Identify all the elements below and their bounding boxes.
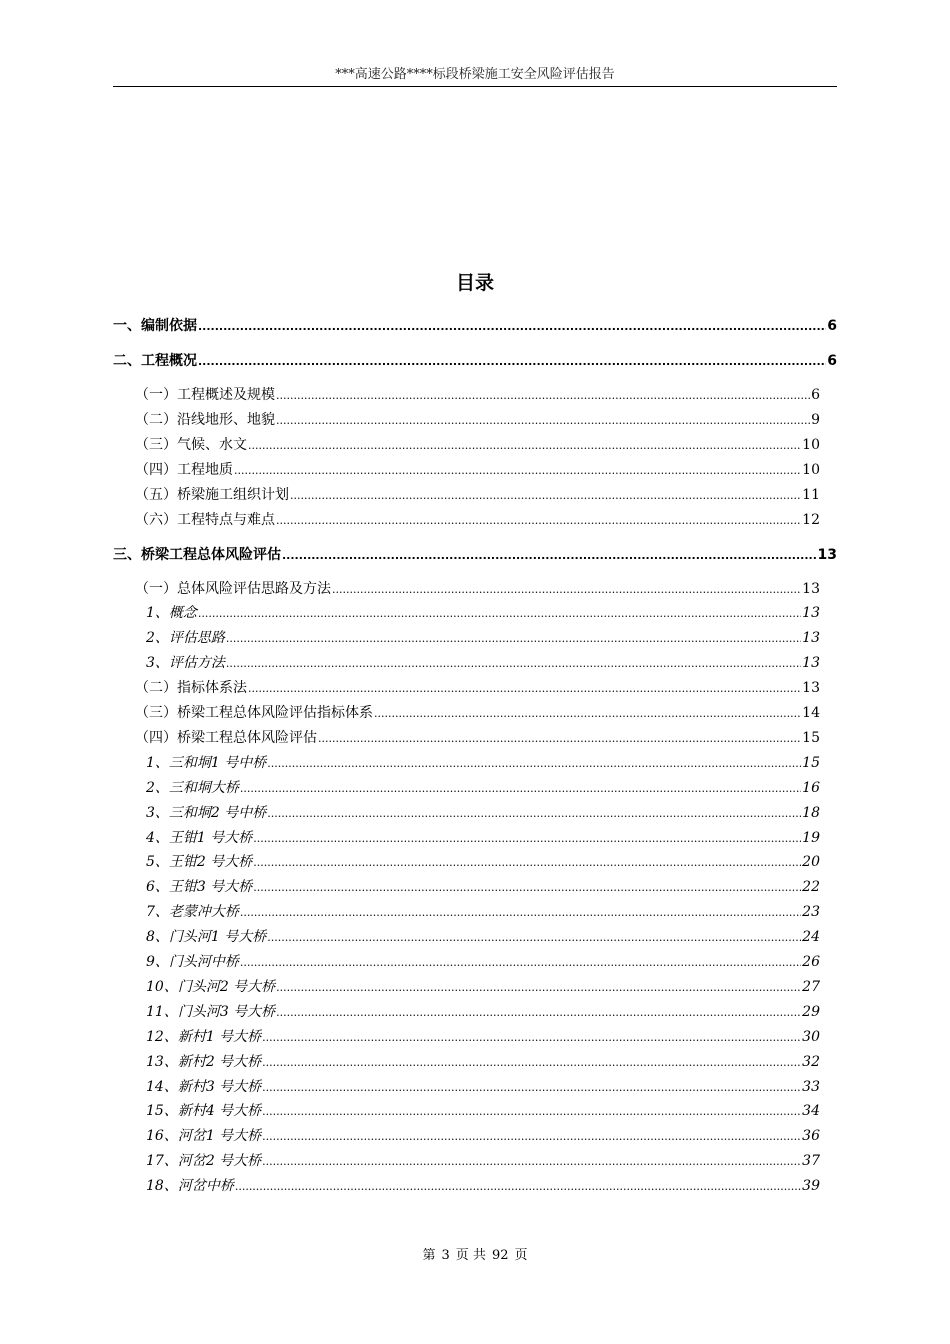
toc-dot-leader xyxy=(253,829,801,848)
toc-entry-label: （三）气候、水文 xyxy=(135,436,247,453)
page-header xyxy=(113,66,837,87)
toc-entry[interactable] xyxy=(113,546,837,565)
toc-dot-leader xyxy=(262,1028,801,1047)
toc-dot-leader xyxy=(332,580,801,599)
toc-entry-page-number: 18 xyxy=(802,804,820,821)
toc-entry[interactable] xyxy=(135,386,820,405)
toc-entry-label: 1、三和垌1 号中桥 xyxy=(146,754,267,771)
toc-dot-leader xyxy=(253,853,801,872)
toc-entry[interactable] xyxy=(135,704,820,723)
toc-dot-leader xyxy=(262,1127,801,1146)
toc-entry-page-number: 15 xyxy=(802,754,820,771)
toc-entry[interactable] xyxy=(146,829,820,848)
toc-entry-label: （二）指标体系法 xyxy=(135,680,247,697)
toc-entry-page-number: 33 xyxy=(802,1078,820,1095)
toc-entry-label: 9、门头河中桥 xyxy=(146,954,239,970)
toc-entry-page-number: 11 xyxy=(802,486,820,503)
toc-entry[interactable] xyxy=(135,411,820,430)
toc-dot-leader xyxy=(198,604,801,623)
toc-entry-label: 5、王钳2 号大桥 xyxy=(146,854,253,871)
toc-dot-leader xyxy=(267,804,801,823)
page-footer xyxy=(0,1247,950,1265)
toc-entry-page-number: 13 xyxy=(817,546,837,563)
toc-entry[interactable] xyxy=(146,1102,820,1121)
toc-entry-page-number: 27 xyxy=(802,978,820,995)
toc-entry-label: 二、工程概况 xyxy=(113,353,197,369)
toc-entry-page-number: 34 xyxy=(802,1103,820,1120)
toc-entry-label: 15、新村4 号大桥 xyxy=(146,1103,262,1120)
toc-entry-page-number: 14 xyxy=(802,705,820,721)
toc-entry-page-number: 19 xyxy=(802,829,820,846)
toc-entry-page-number: 10 xyxy=(802,436,820,453)
toc-entry-label: 2、评估思路 xyxy=(146,630,225,647)
toc-entry-label: 3、三和垌2 号中桥 xyxy=(146,804,267,821)
toc-entry[interactable] xyxy=(146,1177,820,1196)
toc-entry-page-number: 39 xyxy=(802,1178,820,1195)
toc-entry-page-number: 32 xyxy=(802,1053,820,1070)
toc-dot-leader xyxy=(276,411,810,430)
toc-entry-label: （三）桥梁工程总体风险评估指标体系 xyxy=(135,705,373,721)
toc-title: 目录 xyxy=(455,272,494,294)
toc-entry-page-number: 10 xyxy=(802,461,820,478)
toc-dot-leader xyxy=(262,1053,801,1072)
toc-entry-label: 11、门头河3 号大桥 xyxy=(146,1003,276,1020)
toc-entry-page-number: 13 xyxy=(802,680,820,697)
toc-entry-label: （四）桥梁工程总体风险评估 xyxy=(135,729,317,746)
toc-entry[interactable] xyxy=(146,1078,820,1097)
toc-entry[interactable] xyxy=(135,580,820,599)
toc-entry-label: 6、王钳3 号大桥 xyxy=(146,879,253,896)
footer-current-page: 3 xyxy=(441,1248,450,1263)
toc-dot-leader xyxy=(276,978,801,997)
toc-dot-leader xyxy=(198,317,826,336)
toc-entry-page-number: 22 xyxy=(802,879,820,896)
toc-dot-leader xyxy=(253,878,801,897)
toc-entry[interactable] xyxy=(146,654,820,673)
toc-entry-label: 10、门头河2 号大桥 xyxy=(146,978,276,995)
toc-entry-page-number: 20 xyxy=(802,854,820,871)
toc-entry-page-number: 24 xyxy=(802,929,820,946)
toc-entry[interactable] xyxy=(146,953,820,972)
toc-entry[interactable] xyxy=(146,1053,820,1072)
toc-entry-label: （四）工程地质 xyxy=(135,461,233,478)
toc-entry-page-number: 37 xyxy=(802,1153,820,1170)
toc-entry[interactable] xyxy=(146,629,820,648)
toc-entry-page-number: 6 xyxy=(827,318,837,334)
toc-dot-leader xyxy=(226,654,801,673)
toc-entry-label: （二）沿线地形、地貌 xyxy=(135,411,275,428)
toc-entry-label: （一）总体风险评估思路及方法 xyxy=(135,580,331,597)
toc-entry-label: 12、新村1 号大桥 xyxy=(146,1028,262,1045)
toc-entry-label: 1、概念 xyxy=(146,605,197,622)
toc-entry-label: 三、桥梁工程总体风险评估 xyxy=(113,546,281,563)
toc-dot-leader xyxy=(282,546,817,565)
toc-entry-page-number: 13 xyxy=(802,605,820,622)
toc-dot-leader xyxy=(318,729,801,748)
toc-entry-page-number: 6 xyxy=(811,387,820,403)
toc-entry-page-number: 15 xyxy=(802,729,820,746)
toc-entry-label: 一、编制依据 xyxy=(113,318,197,334)
toc-entry[interactable] xyxy=(146,1152,820,1171)
toc-entry[interactable] xyxy=(146,903,820,922)
toc-dot-leader xyxy=(276,511,801,530)
toc-dot-leader xyxy=(290,486,801,505)
toc-entry-label: 4、王钳1 号大桥 xyxy=(146,829,253,846)
toc-dot-leader xyxy=(262,1102,801,1121)
toc-entry-label: 8、门头河1 号大桥 xyxy=(146,929,267,946)
toc-dot-leader xyxy=(234,461,801,480)
footer-prefix: 第 xyxy=(422,1248,436,1263)
toc-dot-leader xyxy=(240,779,801,798)
toc-dot-leader xyxy=(198,352,826,371)
toc-entry-label: （六）工程特点与难点 xyxy=(135,511,275,528)
footer-middle: 页 共 xyxy=(455,1248,486,1263)
toc-entry-label: （五）桥梁施工组织计划 xyxy=(135,486,289,503)
toc-entry[interactable] xyxy=(146,1003,820,1022)
toc-dot-leader xyxy=(235,1177,801,1196)
toc-dot-leader xyxy=(240,953,801,972)
toc-entry-page-number: 12 xyxy=(802,511,820,528)
toc-entry-page-number: 6 xyxy=(827,353,837,369)
toc-dot-leader xyxy=(226,629,801,648)
toc-entry[interactable] xyxy=(146,978,820,997)
toc-dot-leader xyxy=(262,1078,801,1097)
toc-entry-label: 3、评估方法 xyxy=(146,655,225,672)
toc-dot-leader xyxy=(276,386,810,405)
toc-entry[interactable] xyxy=(146,779,820,798)
toc-entry[interactable] xyxy=(135,486,820,505)
toc-dot-leader xyxy=(267,754,801,773)
toc-entry-page-number: 36 xyxy=(802,1128,820,1145)
toc-entry[interactable] xyxy=(135,729,820,748)
toc-entry-page-number: 26 xyxy=(802,954,820,970)
toc-dot-leader xyxy=(374,704,801,723)
toc-entry[interactable] xyxy=(146,928,820,947)
toc-dot-leader xyxy=(262,1152,801,1171)
toc-entry[interactable] xyxy=(146,604,820,623)
toc-entry[interactable] xyxy=(146,878,820,897)
toc-entry-page-number: 13 xyxy=(802,655,820,672)
toc-entry[interactable] xyxy=(135,511,820,530)
header-title: ***高速公路****标段桥梁施工安全风险评估报告 xyxy=(335,67,615,82)
toc-entry[interactable] xyxy=(146,754,820,773)
toc-entry-page-number: 23 xyxy=(802,904,820,921)
toc-entry-page-number: 9 xyxy=(811,411,820,428)
toc-entry[interactable] xyxy=(146,1127,820,1146)
toc-entry-page-number: 13 xyxy=(802,580,820,597)
toc-entry-label: （一）工程概述及规模 xyxy=(135,387,275,403)
toc-dot-leader xyxy=(267,928,801,947)
toc-entry-page-number: 30 xyxy=(802,1028,820,1045)
toc-entry-page-number: 29 xyxy=(802,1003,820,1020)
toc-entry[interactable] xyxy=(113,317,837,336)
toc-entry-label: 16、河岔1 号大桥 xyxy=(146,1128,262,1145)
toc-entry[interactable] xyxy=(135,679,820,698)
toc-entry-label: 17、河岔2 号大桥 xyxy=(146,1153,262,1170)
toc-dot-leader xyxy=(248,679,801,698)
toc-entry-label: 18、河岔中桥 xyxy=(146,1178,234,1195)
toc-entry[interactable] xyxy=(113,352,837,371)
toc-dot-leader xyxy=(276,1003,801,1022)
toc-entry-label: 2、三和垌大桥 xyxy=(146,779,239,796)
toc-entry[interactable] xyxy=(146,1028,820,1047)
toc-entry[interactable] xyxy=(135,461,820,480)
toc-entry[interactable] xyxy=(135,436,820,455)
toc-entry-page-number: 16 xyxy=(802,779,820,796)
toc-entry-label: 7、老蒙冲大桥 xyxy=(146,904,239,921)
footer-total-pages: 92 xyxy=(491,1248,509,1263)
toc-dot-leader xyxy=(248,436,801,455)
toc-entry[interactable] xyxy=(146,853,820,872)
toc-dot-leader xyxy=(240,903,801,922)
toc-entry-label: 14、新村3 号大桥 xyxy=(146,1078,262,1095)
toc-entry-page-number: 13 xyxy=(802,630,820,647)
toc-entry-label: 13、新村2 号大桥 xyxy=(146,1053,262,1070)
footer-suffix: 页 xyxy=(514,1248,528,1263)
toc-entry[interactable] xyxy=(146,804,820,823)
